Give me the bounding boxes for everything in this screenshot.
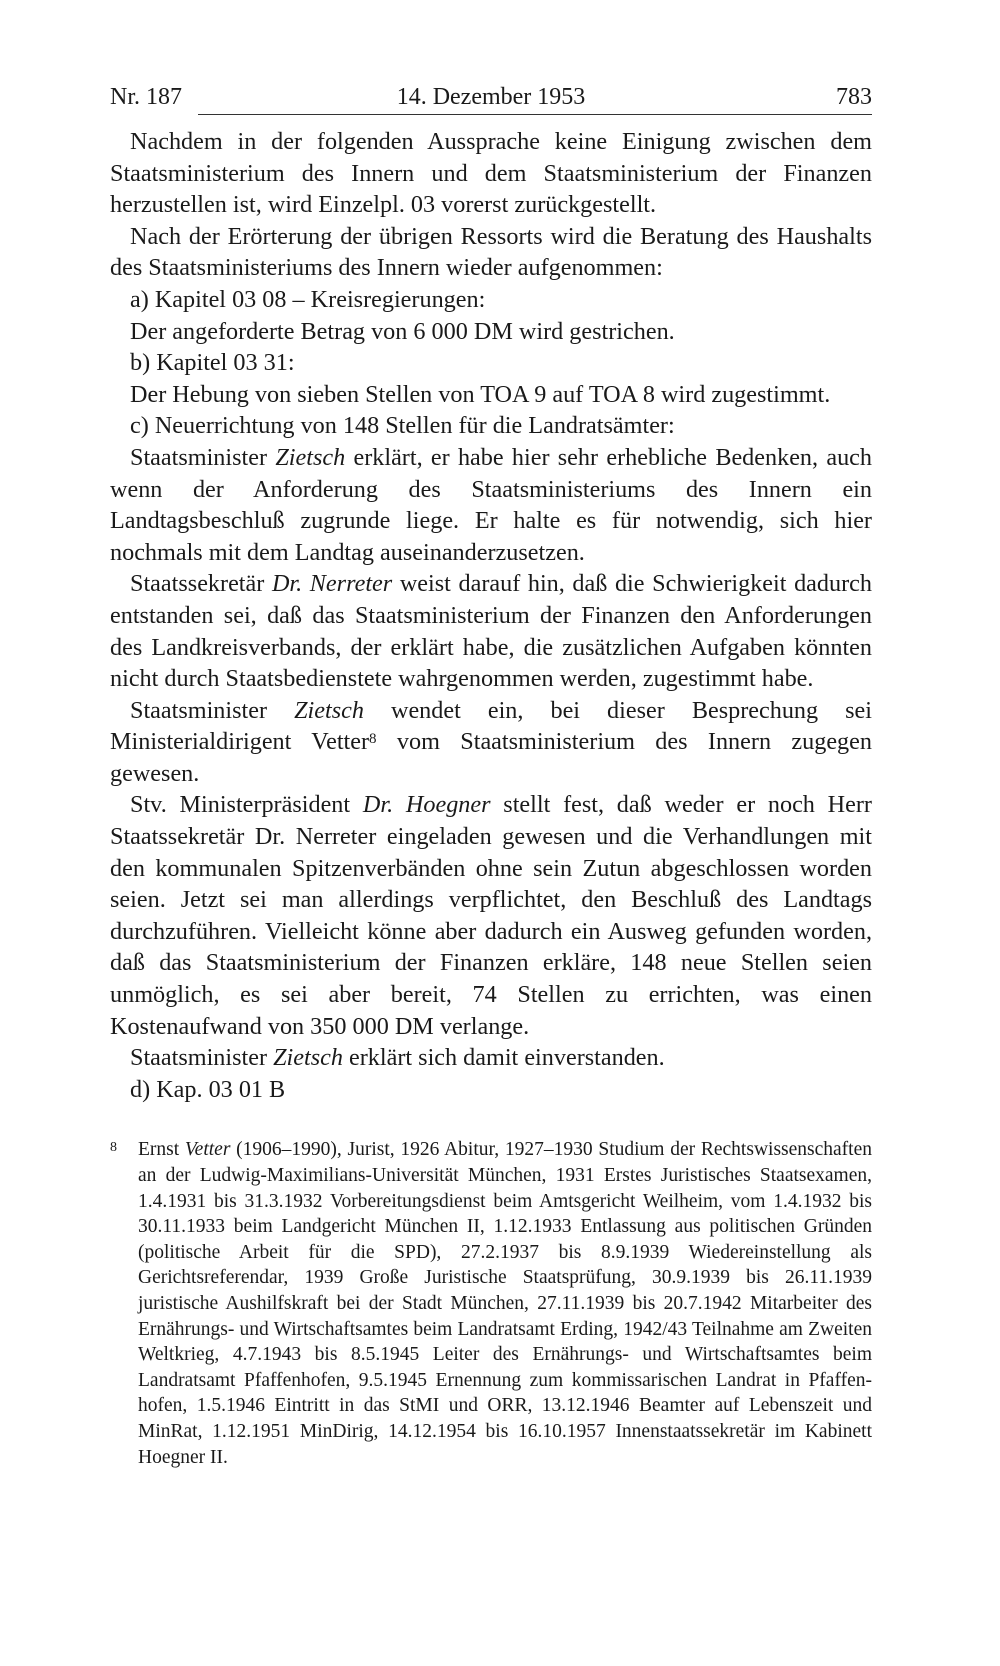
running-head [110, 78, 872, 118]
footnote-mark: 8 [110, 1140, 117, 1156]
paragraph [110, 695, 872, 790]
paragraph-text: wendet ein, bei dieser Besprechung sei Ministerialdirigent Vetter [110, 696, 873, 756]
document-page [110, 78, 872, 1470]
paragraph-text: stellt fest, daß weder er noch Herr Staatssekretär Dr. Nerreter eingeladen gewesen und die Verhandlungen mit den kommunalen Spitzenverbänden ohne sein Zutun abgeschlossen worden seien. Jetzt sei man allerdings verpflichtet, den Beschluß des Landtags durchzuführen. Vielleicht könne aber dadurch ein Ausweg gefunden worden, daß das Staatsministerium der Finanzen erkläre, 148 neue Stellen seien unmöglich, es sei aber bereit, 74 Stellen zu errichten, was einen Kostenaufwand von 350 000 DM verlange. [110, 791, 872, 1040]
footnote-text: (1906–1990), Jurist, 1926 Abitur, 1927–1930 Studium der Rechtswissenschaften an der Ludwig-Maximilians-Universität München, 1931 Erstes Juristisches Staatsexamen, 1.4.1931 bis 31.3.1932 Vorbereitungsdienst beim Amtsgericht Weilheim, vom 1.4.1932 bis 30.11.1933 beim Landgericht München II, 1.12.1933 Entlassung aus politischen Gründen (politische Arbeit für die SPD), 27.2.1937 bis 8.9.1939 Wiedereinstellung als Gerichtsreferendar, 1939 Große Juristische Staatsprüfung, 30.9.1939 bis 26.11.1939 juristische Aushilfskraft bei der Stadt München, 27.11.1939 bis 20.7.1942 Mitarbeiter des Ernährungs- und Wirtschaftsamtes beim Landratsamt Erding, 1942/43 Teilnahme am Zweiten Weltkrieg, 4.7.1943 bis 8.5.1945 Leiter des Ernährungs- und Wirtschaftsamtes beim Landratsamt Pfaffenhofen, 9.5.1945 Ernennung zum kommissarischen Landrat in Pfaffenhofen, 1.5.1946 Eintritt in das StMI und ORR, 13.12.1946 Beamter auf Lebenszeit und MinRat, 1.12.1951 MinDirig, 14.12.1954 bis 16.10.1957 Innenstaatssekretär im Kabinett Hoegner II. [138, 1139, 872, 1468]
paragraph-text: Staatsminister [130, 1044, 274, 1072]
paragraph-text: weist darauf hin, daß die Schwierigkeit dadurch entstanden sei, daß das Staatsministerium der Finanzen den Anforderungen des Landkreisverbands, der erklärt habe, die zusätzlichen Aufgaben könnten nicht durch Staatsbedienstete wahrgenommen werden, zugestimmt habe. [110, 570, 872, 693]
list-item-a: a) Kapitel 03 08 – Kreisregierungen: [130, 285, 486, 313]
paragraph-text: erklärt sich damit einverstanden. [342, 1044, 665, 1072]
paragraph: Nach der Erörterung der übrigen Ressorts wird die Beratung des Haushalts des Staatsministeriums des Innern wieder aufgenommen: [110, 222, 872, 282]
header-rule [198, 114, 872, 115]
document-date: 14. Dezember 1953 [396, 84, 586, 110]
list-item-d: d) Kap. 03 01 B [130, 1075, 286, 1103]
paragraph-text: vom Staatsministerium des Innern zugegen gewesen. [110, 728, 872, 787]
paragraph [110, 568, 872, 694]
paragraph: Nachdem in der folgenden Aussprache keine Einigung zwischen dem Staatsministerium des Innern und dem Staatsministerium der Finanzen herzustellen ist, wird Einzelpl. 03 vorerst zurückgestellt. [110, 128, 872, 219]
footnote [110, 1137, 872, 1470]
document-number: Nr. 187 [110, 84, 182, 110]
list-item-b: b) Kapitel 03 31: [130, 349, 295, 377]
main-text [110, 126, 872, 1105]
paragraph [110, 789, 872, 1042]
footnote-name: Vetter [184, 1139, 231, 1161]
speaker-name: Zietsch [275, 443, 346, 471]
paragraph-text: Staatsminister [130, 443, 276, 471]
list-item-a-text: Der angeforderte Betrag von 6 000 DM wird gestrichen. [130, 317, 675, 345]
paragraph [110, 442, 872, 568]
paragraph-text: Staatssekretär [130, 570, 272, 598]
footnote-text: Ernst [138, 1139, 185, 1161]
speaker-name: Zietsch [294, 696, 364, 724]
list-item-c: c) Neuerrichtung von 148 Stellen für die Landratsämter: [130, 412, 675, 440]
speaker-name: Zietsch [273, 1044, 343, 1072]
page-number: 783 [836, 84, 872, 110]
footnote-reference[interactable]: 8 [369, 731, 377, 748]
speaker-name: Dr. Hoegner [362, 791, 491, 819]
paragraph-text: Stv. Ministerpräsident [130, 791, 363, 819]
list-item-b-text: Der Hebung von sieben Stellen von TOA 9 auf TOA 8 wird zugestimmt. [130, 380, 831, 408]
paragraph [110, 1042, 872, 1074]
paragraph-text: Staatsminister [130, 696, 295, 724]
speaker-name: Dr. Nerreter [271, 570, 393, 598]
paragraph-text: erklärt, er habe hier sehr erhebliche Bedenken, auch wenn der Anforderung des Staatsministeriums des Innern ein Landtagsbeschluß zugrunde liege. Er halte es für notwendig, sich hier nochmals mit dem Landtag auseinanderzusetzen. [110, 443, 873, 566]
